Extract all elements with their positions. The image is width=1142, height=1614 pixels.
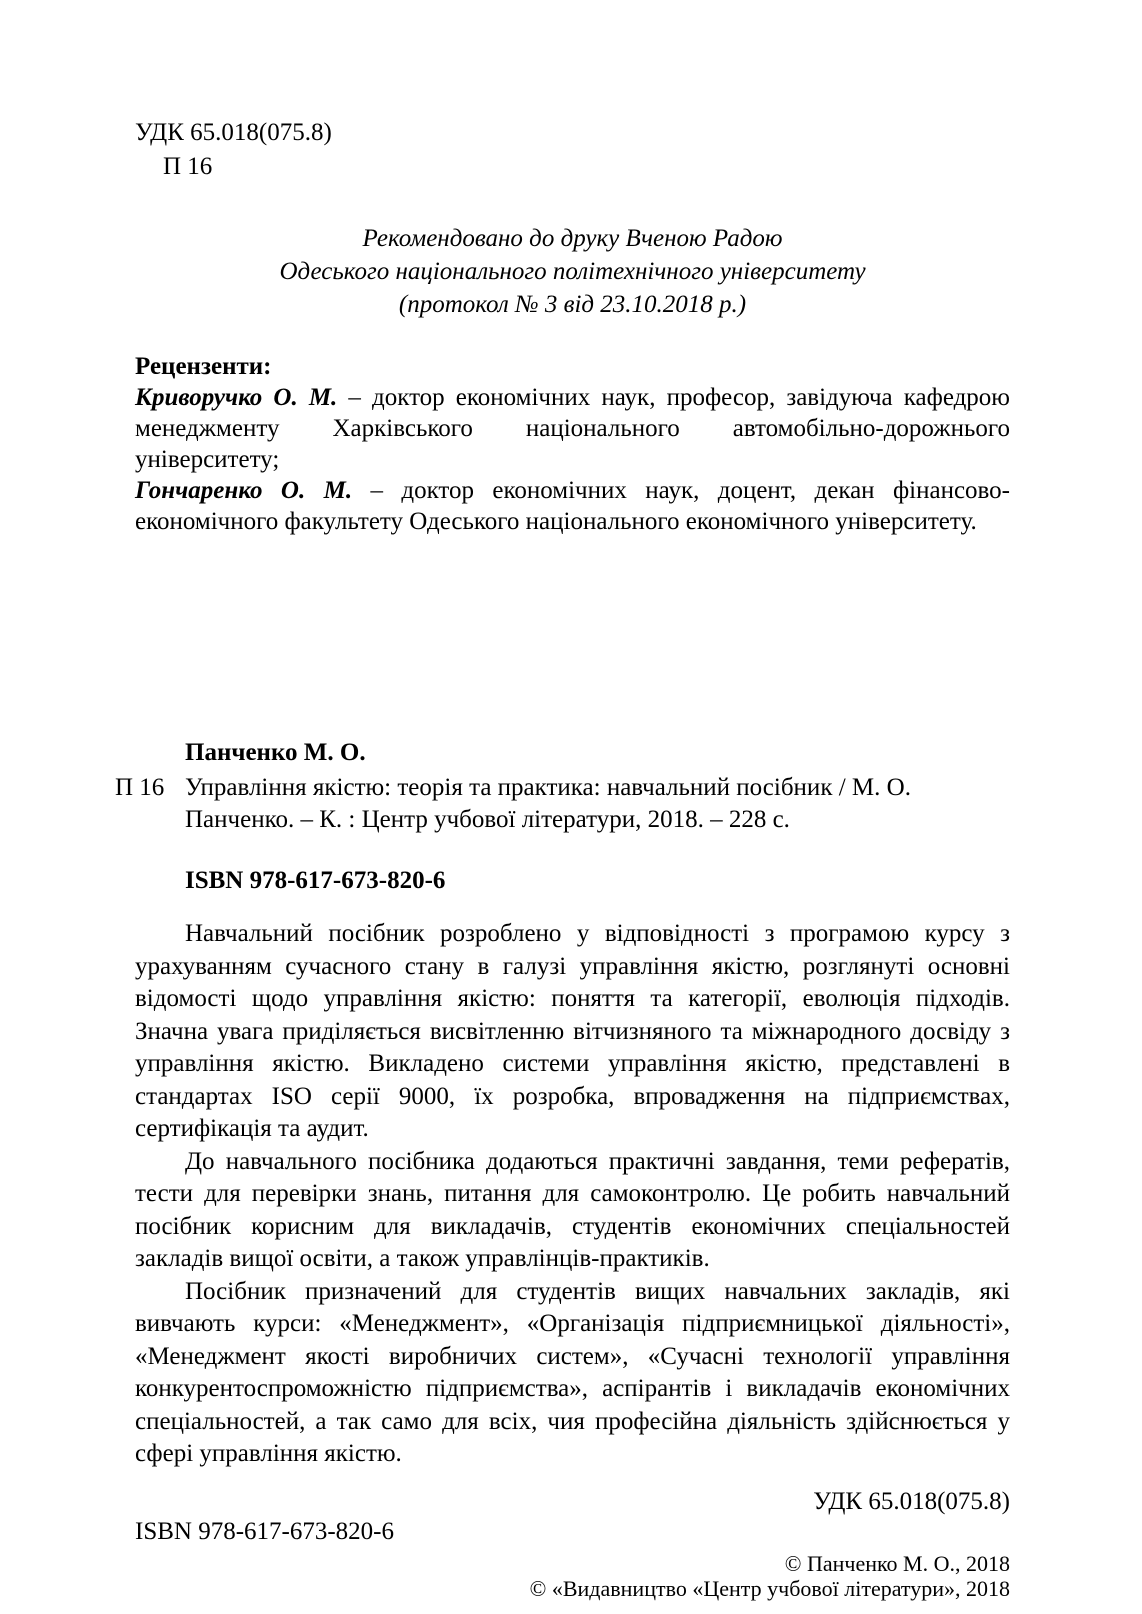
udc-code-bottom: УДК 65.018(075.8) xyxy=(813,1487,1010,1515)
approval-line-3: (протокол № 3 від 23.10.2018 р.) xyxy=(398,291,747,318)
catalog-card-section xyxy=(115,737,1010,896)
copyright-publisher: © «Видавництво «Центр учбової літератури», 2018 xyxy=(529,1575,1010,1601)
catalog-author: Панченко М. О. xyxy=(185,739,366,766)
annotation-paragraph: Посібник призначений для студентів вищих навчальних закладів, які вивчають курси: «Менеджмент», «Організація підприємницької діяльності», «Менеджмент якості виробничих систем», «Сучасні технології управління конкурентоспроможністю підприємства», аспірантів і викладачів економічних спеціальностей, а так само для всіх, чия професійна діяльність здійснюється у сфері управління якістю. xyxy=(135,1277,1010,1467)
reviewers-section xyxy=(135,351,1010,537)
reviewer-description: – доктор економічних наук, професор, завідуюча кафедрою менеджменту Харківського національного автомобільно-дорожнього університету; xyxy=(135,384,1010,473)
reviewer-entry xyxy=(135,382,1010,475)
catalog-record-text: Управління якістю: теорія та практика: навчальний посібник / М. О. Панченко. – К. : Центр учбової літератури, 2018. – 228 с. xyxy=(185,774,911,833)
copyright-block xyxy=(135,1551,1010,1601)
copyright-author: © Панченко М. О., 2018 xyxy=(784,1550,1010,1576)
annotation-section xyxy=(135,918,1010,1471)
reviewer-name: Криворучко О. М. xyxy=(135,384,338,411)
catalog-author-index: П 16 xyxy=(115,774,165,801)
udc-code-top: УДК 65.018(075.8) xyxy=(135,119,332,146)
approval-line-1: Рекомендовано до друку Вченою Радою xyxy=(362,225,783,252)
approval-line-2: Одеського національного політехнічного університету xyxy=(279,258,866,285)
reviewers-heading: Рецензенти: xyxy=(135,353,272,380)
approval-block xyxy=(135,222,1010,321)
catalog-record xyxy=(115,772,1010,836)
reviewer-entry xyxy=(135,475,1010,537)
annotation-paragraph: До навчального посібника додаються практичні завдання, теми рефератів, тести для перевірки знань, питання для самоконтролю. Це робить навчальний посібник корисним для викладачів, студентів економічних спеціальностей закладів вищої освіти, а також управлінців-практиків. xyxy=(135,1147,1010,1272)
isbn-bottom: ISBN 978-617-673-820-6 xyxy=(135,1517,395,1545)
isbn-main: ISBN 978-617-673-820-6 xyxy=(185,867,446,894)
reviewer-name: Гончаренко О. М. xyxy=(135,477,353,504)
annotation-paragraph: Навчальний посібник розроблено у відповідності з програмою курсу з урахуванням сучасного стану в галузі управління якістю, розглянуті основні відомості щодо управління якістю: поняття та категорії, еволюція підходів. Значна увага приділяється висвітленню вітчизняного та міжнародного досвіду з управління якістю. Викладено системи управління якістю, представлені в стандартах ISO серії 9000, їх розробка, впровадження на підприємствах, сертифікація та аудит. xyxy=(135,920,1010,1142)
reviewer-description: – доктор економічних наук, доцент, декан фінансово-економічного факультету Одеського національного економічного університету. xyxy=(135,477,1010,535)
author-index-top: П 16 xyxy=(163,153,213,180)
page-content xyxy=(115,0,1010,1601)
